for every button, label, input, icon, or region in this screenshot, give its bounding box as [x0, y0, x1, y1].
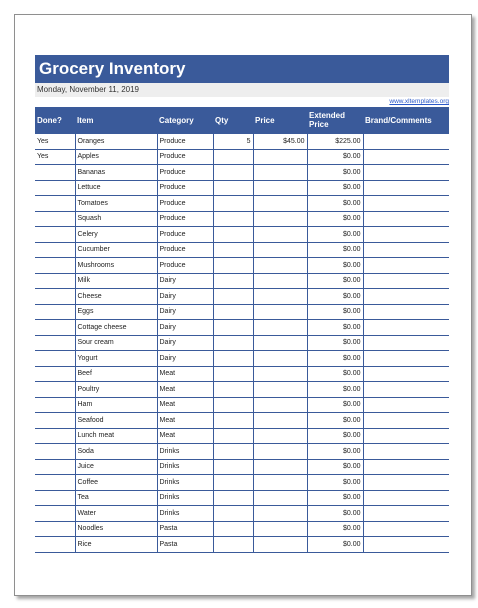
done-cell[interactable] — [35, 366, 75, 382]
brand-cell[interactable] — [363, 382, 449, 398]
done-cell[interactable] — [35, 351, 75, 367]
price-cell[interactable] — [253, 413, 307, 429]
category-cell[interactable]: Produce — [157, 180, 213, 196]
done-cell[interactable] — [35, 320, 75, 336]
brand-cell[interactable] — [363, 196, 449, 212]
category-cell[interactable]: Drinks — [157, 459, 213, 475]
brand-cell[interactable] — [363, 351, 449, 367]
table-row — [35, 134, 449, 150]
table-body — [35, 134, 449, 553]
price-cell[interactable] — [253, 351, 307, 367]
category-cell[interactable]: Drinks — [157, 506, 213, 522]
category-cell[interactable]: Produce — [157, 258, 213, 274]
qty-cell[interactable] — [213, 335, 253, 351]
col-header-qty: Qty — [213, 107, 253, 134]
brand-cell[interactable] — [363, 227, 449, 243]
table-row — [35, 537, 449, 553]
brand-cell[interactable] — [363, 165, 449, 181]
done-cell[interactable] — [35, 490, 75, 506]
done-cell[interactable] — [35, 537, 75, 553]
done-cell[interactable] — [35, 165, 75, 181]
table-row — [35, 521, 449, 537]
price-cell[interactable] — [253, 211, 307, 227]
extended-price-cell[interactable]: $0.00 — [307, 273, 363, 289]
qty-cell[interactable] — [213, 304, 253, 320]
col-header-category: Category — [157, 107, 213, 134]
category-cell[interactable]: Drinks — [157, 475, 213, 491]
col-header-item: Item — [75, 107, 157, 134]
brand-cell[interactable] — [363, 475, 449, 491]
price-cell[interactable] — [253, 242, 307, 258]
done-cell[interactable] — [35, 258, 75, 274]
category-cell[interactable]: Dairy — [157, 273, 213, 289]
qty-cell[interactable] — [213, 351, 253, 367]
category-cell[interactable]: Produce — [157, 211, 213, 227]
price-cell[interactable] — [253, 459, 307, 475]
qty-cell[interactable] — [213, 459, 253, 475]
table-row — [35, 258, 449, 274]
table-row — [35, 413, 449, 429]
done-cell[interactable] — [35, 397, 75, 413]
category-cell[interactable]: Dairy — [157, 351, 213, 367]
extended-price-cell[interactable]: $0.00 — [307, 382, 363, 398]
category-cell[interactable]: Meat — [157, 413, 213, 429]
extended-price-cell[interactable]: $0.00 — [307, 366, 363, 382]
category-cell[interactable]: Produce — [157, 227, 213, 243]
brand-cell[interactable] — [363, 366, 449, 382]
price-cell[interactable] — [253, 289, 307, 305]
extended-price-cell[interactable]: $0.00 — [307, 444, 363, 460]
item-cell[interactable]: Lettuce — [75, 180, 157, 196]
category-cell[interactable]: Dairy — [157, 304, 213, 320]
item-cell[interactable]: Juice — [75, 459, 157, 475]
table-row — [35, 459, 449, 475]
table-row — [35, 196, 449, 212]
document-page — [14, 14, 472, 596]
category-cell[interactable]: Drinks — [157, 444, 213, 460]
price-cell[interactable] — [253, 490, 307, 506]
item-cell[interactable]: Beef — [75, 366, 157, 382]
brand-cell[interactable] — [363, 506, 449, 522]
price-cell[interactable] — [253, 273, 307, 289]
price-cell[interactable] — [253, 397, 307, 413]
item-cell[interactable]: Ham — [75, 397, 157, 413]
table-row — [35, 273, 449, 289]
table-row — [35, 165, 449, 181]
qty-cell[interactable] — [213, 506, 253, 522]
category-cell[interactable]: Dairy — [157, 320, 213, 336]
item-cell[interactable]: Eggs — [75, 304, 157, 320]
item-cell[interactable]: Milk — [75, 273, 157, 289]
qty-cell[interactable] — [213, 475, 253, 491]
brand-cell[interactable] — [363, 320, 449, 336]
price-cell[interactable] — [253, 521, 307, 537]
done-cell[interactable] — [35, 196, 75, 212]
item-cell[interactable]: Mushrooms — [75, 258, 157, 274]
item-cell[interactable]: Sour cream — [75, 335, 157, 351]
done-cell[interactable] — [35, 521, 75, 537]
qty-cell[interactable] — [213, 366, 253, 382]
table-row — [35, 289, 449, 305]
qty-cell[interactable] — [213, 149, 253, 165]
category-cell[interactable]: Meat — [157, 397, 213, 413]
table-row — [35, 397, 449, 413]
price-cell[interactable] — [253, 537, 307, 553]
extended-price-cell[interactable]: $0.00 — [307, 490, 363, 506]
extended-price-cell[interactable]: $0.00 — [307, 397, 363, 413]
price-cell[interactable] — [253, 475, 307, 491]
brand-cell[interactable] — [363, 444, 449, 460]
item-cell[interactable]: Yogurt — [75, 351, 157, 367]
done-cell[interactable] — [35, 382, 75, 398]
item-cell[interactable]: Bananas — [75, 165, 157, 181]
category-cell[interactable]: Pasta — [157, 537, 213, 553]
price-cell[interactable]: $45.00 — [253, 134, 307, 150]
item-cell[interactable]: Water — [75, 506, 157, 522]
done-cell[interactable]: Yes — [35, 149, 75, 165]
price-cell[interactable] — [253, 227, 307, 243]
table-row — [35, 382, 449, 398]
item-cell[interactable]: Poultry — [75, 382, 157, 398]
date-text: Monday, November 11, 2019 — [37, 85, 139, 94]
done-cell[interactable] — [35, 273, 75, 289]
item-cell[interactable]: Tomatoes — [75, 196, 157, 212]
extended-price-cell[interactable]: $0.00 — [307, 289, 363, 305]
extended-price-cell[interactable]: $0.00 — [307, 180, 363, 196]
brand-cell[interactable] — [363, 397, 449, 413]
table-row — [35, 475, 449, 491]
brand-cell[interactable] — [363, 134, 449, 150]
item-cell[interactable]: Noodles — [75, 521, 157, 537]
extended-price-cell[interactable]: $0.00 — [307, 242, 363, 258]
brand-cell[interactable] — [363, 149, 449, 165]
date-row — [35, 83, 449, 97]
brand-cell[interactable] — [363, 273, 449, 289]
header-row — [35, 107, 449, 134]
item-cell[interactable]: Apples — [75, 149, 157, 165]
table-row — [35, 335, 449, 351]
done-cell[interactable] — [35, 459, 75, 475]
brand-cell[interactable] — [363, 335, 449, 351]
extended-price-cell[interactable]: $0.00 — [307, 413, 363, 429]
qty-cell[interactable] — [213, 180, 253, 196]
done-cell[interactable] — [35, 227, 75, 243]
qty-cell[interactable] — [213, 289, 253, 305]
brand-cell[interactable] — [363, 211, 449, 227]
brand-cell[interactable] — [363, 258, 449, 274]
table-row — [35, 428, 449, 444]
qty-cell[interactable] — [213, 242, 253, 258]
done-cell[interactable] — [35, 506, 75, 522]
done-cell[interactable] — [35, 335, 75, 351]
qty-cell[interactable] — [213, 490, 253, 506]
title-text: Grocery Inventory — [39, 59, 186, 78]
col-header-brand-comments: Brand/Comments — [363, 107, 449, 134]
price-cell[interactable] — [253, 149, 307, 165]
item-cell[interactable]: Cottage cheese — [75, 320, 157, 336]
col-header-done: Done? — [35, 107, 75, 134]
price-cell[interactable] — [253, 258, 307, 274]
extended-price-cell[interactable]: $0.00 — [307, 211, 363, 227]
table-row — [35, 180, 449, 196]
price-cell[interactable] — [253, 506, 307, 522]
extended-price-cell[interactable]: $0.00 — [307, 335, 363, 351]
table-row — [35, 320, 449, 336]
extended-price-cell[interactable]: $0.00 — [307, 428, 363, 444]
qty-cell[interactable] — [213, 397, 253, 413]
qty-cell[interactable]: 5 — [213, 134, 253, 150]
price-cell[interactable] — [253, 165, 307, 181]
extended-price-cell[interactable]: $225.00 — [307, 134, 363, 150]
item-cell[interactable]: Squash — [75, 211, 157, 227]
price-cell[interactable] — [253, 304, 307, 320]
brand-cell[interactable] — [363, 180, 449, 196]
brand-cell[interactable] — [363, 459, 449, 475]
qty-cell[interactable] — [213, 382, 253, 398]
price-cell[interactable] — [253, 444, 307, 460]
brand-cell[interactable] — [363, 428, 449, 444]
qty-cell[interactable] — [213, 521, 253, 537]
extended-price-cell[interactable]: $0.00 — [307, 475, 363, 491]
table-row — [35, 227, 449, 243]
item-cell[interactable]: Tea — [75, 490, 157, 506]
brand-cell[interactable] — [363, 289, 449, 305]
done-cell[interactable] — [35, 413, 75, 429]
done-cell[interactable] — [35, 180, 75, 196]
done-cell[interactable] — [35, 211, 75, 227]
item-cell[interactable]: Cheese — [75, 289, 157, 305]
extended-price-cell[interactable]: $0.00 — [307, 537, 363, 553]
category-cell[interactable]: Produce — [157, 242, 213, 258]
item-cell[interactable]: Celery — [75, 227, 157, 243]
qty-cell[interactable] — [213, 258, 253, 274]
extended-price-cell[interactable]: $0.00 — [307, 351, 363, 367]
brand-cell[interactable] — [363, 537, 449, 553]
extended-price-cell[interactable]: $0.00 — [307, 258, 363, 274]
item-cell[interactable]: Rice — [75, 537, 157, 553]
qty-cell[interactable] — [213, 273, 253, 289]
category-cell[interactable]: Meat — [157, 382, 213, 398]
table-row — [35, 506, 449, 522]
extended-price-cell[interactable]: $0.00 — [307, 227, 363, 243]
page-title — [35, 55, 449, 83]
price-cell[interactable] — [253, 366, 307, 382]
extended-price-cell[interactable]: $0.00 — [307, 320, 363, 336]
done-cell[interactable] — [35, 289, 75, 305]
price-cell[interactable] — [253, 196, 307, 212]
done-cell[interactable] — [35, 242, 75, 258]
extended-price-cell[interactable]: $0.00 — [307, 196, 363, 212]
done-cell[interactable] — [35, 475, 75, 491]
qty-cell[interactable] — [213, 196, 253, 212]
item-cell[interactable]: Oranges — [75, 134, 157, 150]
done-cell[interactable] — [35, 444, 75, 460]
extended-price-cell[interactable]: $0.00 — [307, 304, 363, 320]
price-cell[interactable] — [253, 320, 307, 336]
done-cell[interactable] — [35, 428, 75, 444]
category-cell[interactable]: Dairy — [157, 289, 213, 305]
brand-cell[interactable] — [363, 242, 449, 258]
brand-cell[interactable] — [363, 304, 449, 320]
price-cell[interactable] — [253, 180, 307, 196]
category-cell[interactable]: Produce — [157, 134, 213, 150]
category-cell[interactable]: Dairy — [157, 335, 213, 351]
done-cell[interactable]: Yes — [35, 134, 75, 150]
extended-price-cell[interactable]: $0.00 — [307, 165, 363, 181]
category-cell[interactable]: Pasta — [157, 521, 213, 537]
item-cell[interactable]: Cucumber — [75, 242, 157, 258]
qty-cell[interactable] — [213, 165, 253, 181]
done-cell[interactable] — [35, 304, 75, 320]
extended-price-cell[interactable]: $0.00 — [307, 506, 363, 522]
category-cell[interactable]: Produce — [157, 149, 213, 165]
category-cell[interactable]: Meat — [157, 366, 213, 382]
table-row — [35, 304, 449, 320]
extended-price-cell[interactable]: $0.00 — [307, 149, 363, 165]
price-cell[interactable] — [253, 335, 307, 351]
brand-cell[interactable] — [363, 521, 449, 537]
table-row — [35, 242, 449, 258]
category-cell[interactable]: Produce — [157, 196, 213, 212]
brand-cell[interactable] — [363, 413, 449, 429]
price-cell[interactable] — [253, 428, 307, 444]
category-cell[interactable]: Drinks — [157, 490, 213, 506]
table-row — [35, 444, 449, 460]
category-cell[interactable]: Produce — [157, 165, 213, 181]
qty-cell[interactable] — [213, 320, 253, 336]
item-cell[interactable]: Lunch meat — [75, 428, 157, 444]
category-cell[interactable]: Meat — [157, 428, 213, 444]
item-cell[interactable]: Soda — [75, 444, 157, 460]
table-row — [35, 149, 449, 165]
price-cell[interactable] — [253, 382, 307, 398]
col-header-price: Price — [253, 107, 307, 134]
qty-cell[interactable] — [213, 413, 253, 429]
table-row — [35, 351, 449, 367]
qty-cell[interactable] — [213, 537, 253, 553]
qty-cell[interactable] — [213, 444, 253, 460]
table-row — [35, 366, 449, 382]
table-row — [35, 211, 449, 227]
extended-price-cell[interactable]: $0.00 — [307, 521, 363, 537]
brand-cell[interactable] — [363, 490, 449, 506]
item-cell[interactable]: Seafood — [75, 413, 157, 429]
qty-cell[interactable] — [213, 227, 253, 243]
qty-cell[interactable] — [213, 211, 253, 227]
col-header-extended-price: Extended Price — [307, 107, 363, 134]
website-link[interactable]: www.xltemplates.org — [389, 98, 449, 105]
inventory-table — [35, 107, 449, 553]
extended-price-cell[interactable]: $0.00 — [307, 459, 363, 475]
qty-cell[interactable] — [213, 428, 253, 444]
table-row — [35, 490, 449, 506]
item-cell[interactable]: Coffee — [75, 475, 157, 491]
